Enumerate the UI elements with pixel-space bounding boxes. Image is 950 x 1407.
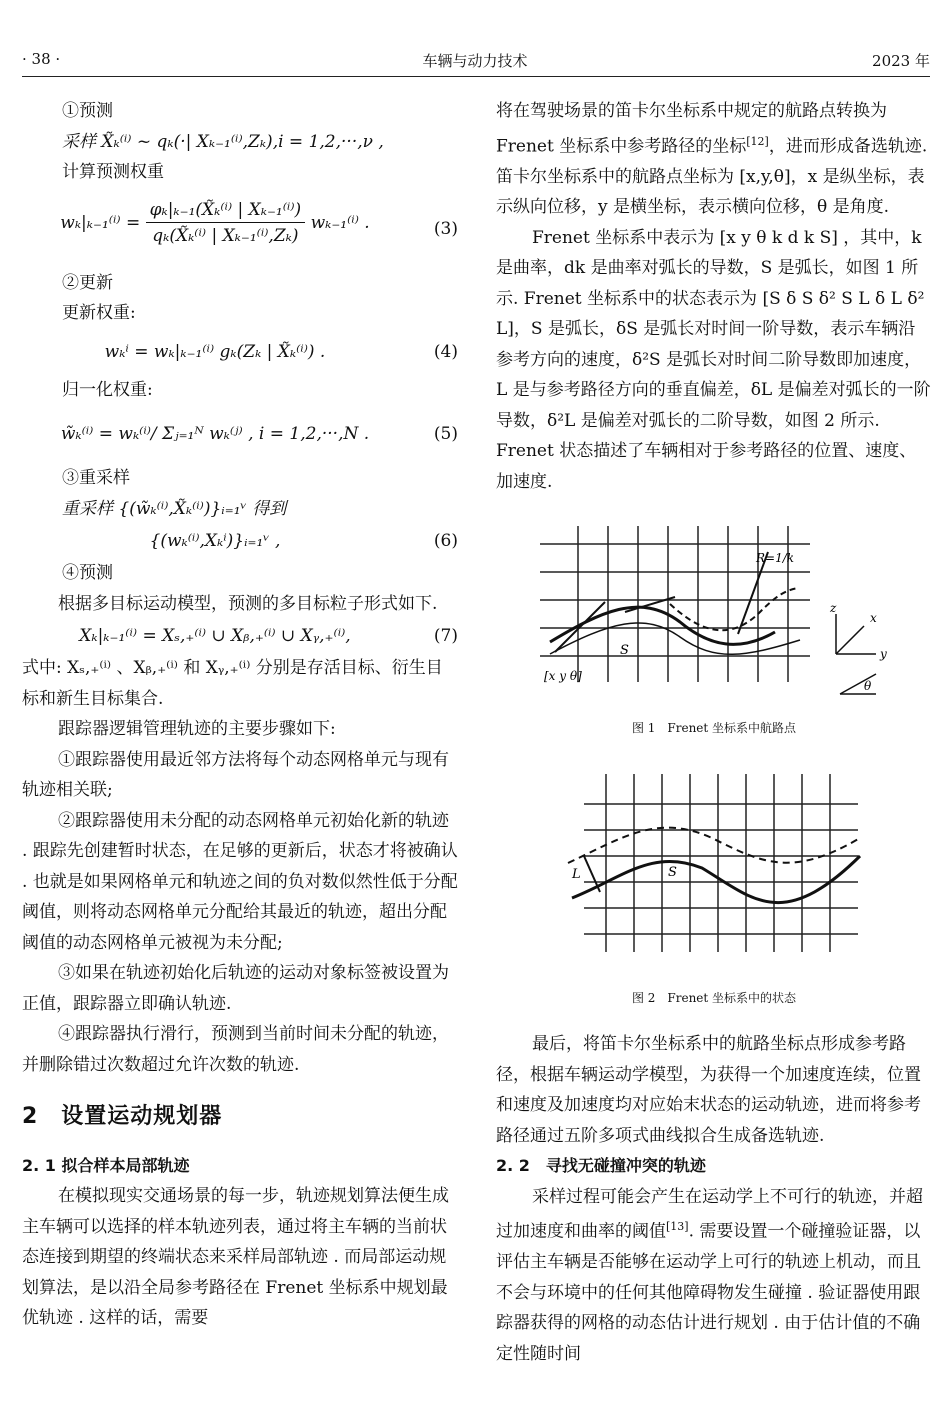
eq4-number: (4) [433,341,458,362]
update-weight-label: 更新权重: [62,303,136,323]
eq5-body: w̃ₖ⁽ⁱ⁾ = wₖ⁽ⁱ⁾/ Σⱼ₌₁ᴺ wₖ⁽ʲ⁾ , i = 1,2,···,N . [60,424,370,444]
eq6-number: (6) [433,531,458,551]
citation-13[interactable]: [13] [666,1220,689,1233]
tracker-step-2: ②跟踪器使用未分配的动态网格单元初始化新的轨迹 . 跟踪先创建暂时状态，在足够的更新后，状态才将被确认 . 也就是如果网格单元和轨迹之间的负对数似然性低于分配阈值，则将动态网格单元分配给其最近的轨迹，超出分配阈值的动态网格单元被视为未分配; [22,810,458,953]
tracker-step-4: ④跟踪器执行滑行，预测到当前时间未分配的轨迹，并删除错过次数超过允许次数的轨迹. [22,1024,449,1075]
calc-weight-label: 计算预测权重 [62,162,164,182]
header-rule [22,76,930,77]
step-predict-heading: ①预测 [62,101,113,121]
left-column [22,96,458,1334]
fig1-state-label: [x y θ] [544,669,582,683]
predict-paragraph: 根据多目标运动模型，预测的多目标粒子形式如下. [58,593,438,614]
eq3-numerator: φₖ|ₖ₋₁(X̃ₖ⁽ⁱ⁾ | Xₖ₋₁⁽ⁱ⁾) [146,198,306,223]
right-column-lower [496,1029,932,1369]
where-paragraph: 式中: Xₛ,₊⁽ⁱ⁾ 、Xᵦ,₊⁽ⁱ⁾ 和 Xᵧ,₊⁽ⁱ⁾ 分别是存活目标、衍生目标和新生目标集合. [22,658,443,709]
section-2-1-heading: 2. 1 拟合样本局部轨迹 [22,1155,190,1175]
tracker-step-1: ①跟踪器使用最近邻方法将每个动态网格单元与现有轨迹相关联; [22,749,449,800]
right-paragraph-1 [496,96,932,223]
eq3-rhs: wₖ₋₁⁽ⁱ⁾ . [310,212,370,233]
section-2-heading: 2 设置运动规划器 [22,1104,223,1129]
fig2-l-arrow [584,856,600,892]
fig2-grid [584,774,858,952]
step-resample-heading: ③重采样 [62,468,130,488]
normalize-label: 归一化权重: [62,379,153,400]
figure-1 [530,522,900,702]
fig2-reference-path [572,856,860,903]
tracker-intro: 跟踪器逻辑管理轨迹的主要步骤如下: [58,719,336,739]
fig1-x-label: x [870,611,877,625]
equation-6 [22,526,458,556]
resample-line: 重采样 {(w̃ₖ⁽ⁱ⁾,X̃ₖ⁽ⁱ⁾)}ᵢ₌₁ᵛ 得到 [62,498,287,519]
fig1-radius-label: R=1/k [756,551,795,565]
citation-12[interactable]: [12] [746,134,769,148]
eq3-fraction [146,198,306,249]
eq3-lhs: wₖ|ₖ₋₁⁽ⁱ⁾ = [60,212,141,233]
fig1-z-label: z [830,601,837,615]
eq4-body: wₖⁱ = wₖ|ₖ₋₁⁽ⁱ⁾ gₖ(Zₖ | X̃ₖ⁽ⁱ⁾) . [104,341,326,362]
eq7-number: (7) [433,626,458,646]
equation-4 [22,337,458,367]
p1-text-b: ，进而形成备选轨迹. 笛卡尔坐标系中的航路点坐标为 [x,y,θ]，x 是纵坐标，表示纵向位移，y 是横坐标，表示横向位移，θ 是角度. [496,136,928,218]
sample-line: 采样 X̃ₖ⁽ⁱ⁾ ~ qₖ(·| Xₖ₋₁⁽ⁱ⁾,Zₖ),i = 1,2,···,ν , [62,131,384,152]
right-paragraph-3: 最后，将笛卡尔坐标系中的航路坐标点形成参考路径，根据车辆运动学模型，为获得一个加速度连续，位置和速度及加速度均对应始末状态的运动轨迹，进而将参考路径通过五阶多项式曲线拟合生成备选轨迹. [496,1034,921,1146]
fig2-l-label: L [572,867,581,882]
page-number: · 38 · [22,50,61,68]
eq7-body: Xₖ|ₖ₋₁⁽ⁱ⁾ = Xₛ,₊⁽ⁱ⁾ ∪ Xᵦ,₊⁽ⁱ⁾ ∪ Xᵧ,₊⁽ⁱ⁾, [79,626,351,646]
eq6-body: {(wₖ⁽ⁱ⁾,Xₖⁱ)}ᵢ₌₁ᵛ , [149,531,281,551]
year: 2023 年 [872,52,930,70]
figure-2-caption: 图 2 Frenet 坐标系中的状态 [631,991,797,1005]
right-paragraph-2: Frenet 坐标系中表示为 [x y θ k d k S] ，其中，k 是曲率，dk 是曲率对弧长的导数，S 是弧长，如图 1 所示. Frenet 坐标系中的状态表示为 [S δ S δ² S L δ L δ² L]，S 是弧长，δS 是弧长对时间一阶导数，表示车辆沿参考方向的速度，δ²S 是弧长对时间二阶导数即加速度，L 是与参考路径方向的垂直偏差，δL 是偏差对弧长的一阶导数，δ²L 是偏差对弧长的二阶导数，如图 2 所示. Frenet 状态描述了车辆相对于参考路径的位置、速度、加速度. [496,227,931,492]
step-predict2-heading: ④预测 [62,563,113,583]
step-update-heading: ②更新 [62,272,113,293]
equation-7 [22,621,458,651]
journal-title: 车辆与动力技术 [422,52,528,70]
equation-3 [22,196,458,260]
right-column [496,96,932,497]
fig1-y-label: y [880,647,887,661]
eq3-number: (3) [433,218,458,239]
p4-text-a: 采样过程可能会产生在运动学上不可行的轨迹，并超过加速度和曲率的阈值 [496,1186,923,1242]
p1-text-a: 将在驾驶场景的笛卡尔坐标系中规定的航路点转换为 Frenet 坐标系中参考路径的坐标 [496,101,887,157]
right-paragraph-4 [496,1182,932,1370]
section-2-2-heading: 2. 2 寻找无碰撞冲突的轨迹 [496,1156,706,1175]
figure-1-caption: 图 1 Frenet 坐标系中航路点 [631,721,797,735]
fig2-offset-path [568,828,860,863]
eq5-number: (5) [433,424,458,444]
p4-text-b: . 需要设置一个碰撞验证器，以评估主车辆是否能够在运动学上可行的轨迹上机动，而且不会与环境中的任何其他障碍物发生碰撞 . 验证器使用跟踪器获得的网格的动态估计进行规划 . 由于估计值的不确定性随时间 [496,1221,921,1364]
section-2-1-paragraph: 在模拟现实交通场景的每一步，轨迹规划算法便生成主车辆可以选择的样本轨迹列表，通过将主车辆的当前状态连接到期望的终端状态来采样局部轨迹 . 而局部运动规划算法，是以沿全局参考路径在 Frenet 坐标系中规划最优轨迹 . 这样的话，需要 [22,1186,449,1328]
figure-2 [562,768,868,958]
fig1-heading-arrow-1 [555,602,605,652]
equation-5 [22,413,458,455]
fig1-theta-label: θ [864,679,872,693]
fig1-dashed-path [670,588,798,630]
eq3-denominator: qₖ(X̃ₖ⁽ⁱ⁾ | Xₖ₋₁⁽ⁱ⁾,Zₖ) [152,225,299,246]
tracker-step-3: ③如果在轨迹初始化后轨迹的运动对象标签被设置为正值，跟踪器立即确认轨迹. [22,963,449,1014]
fig1-s-label: S [620,643,629,658]
fig2-s-label: S [668,865,677,880]
